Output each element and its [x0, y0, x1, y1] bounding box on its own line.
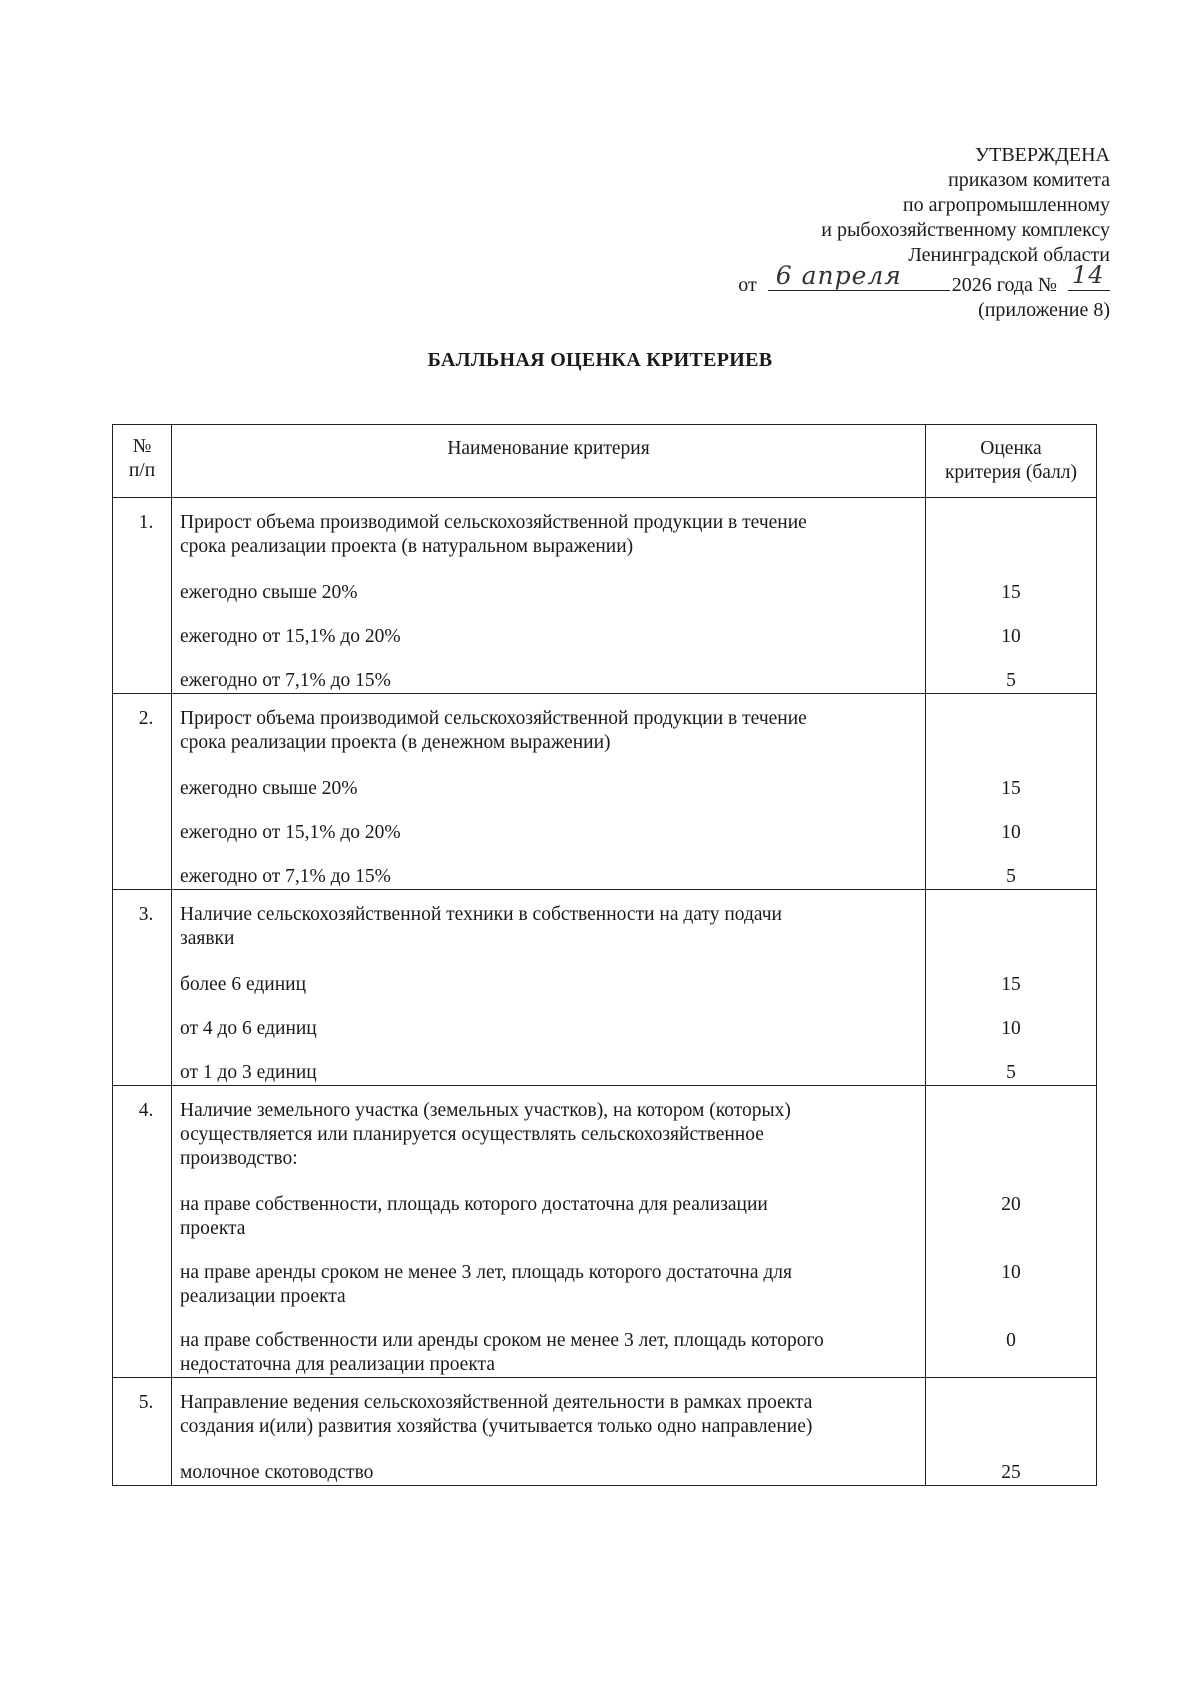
score-cell [926, 1378, 1097, 1486]
criterion-title-line: Прирост объема производимой сельскохозяйственной продукции в течение [180, 708, 807, 729]
approval-line: и рыбохозяйственному комплексу [821, 219, 1110, 241]
row-number: 5. [113, 1378, 172, 1486]
criterion-title-line: создания и(или) развития хозяйства (учитывается только одно направление) [180, 1416, 813, 1437]
header-score [926, 425, 1097, 498]
option-score: 10 [1001, 1262, 1021, 1283]
criterion-cell [172, 694, 926, 890]
option-score: 0 [1006, 1330, 1016, 1351]
row-number: 4. [113, 1086, 172, 1378]
criterion-title [172, 1378, 925, 1439]
option-text-line: ежегодно свыше 20% [180, 582, 358, 603]
handwritten-date: 6 апреля [775, 261, 902, 290]
date-suffix: 2026 года № [951, 274, 1057, 296]
criterion-title-line: Прирост объема производимой сельскохозяйственной продукции в течение [180, 512, 807, 533]
approval-line: Ленинградской области [908, 244, 1110, 266]
option-score: 5 [1006, 670, 1016, 691]
handwritten-number: 14 [1072, 261, 1105, 289]
table-row [113, 498, 1097, 694]
option-score: 5 [1006, 1062, 1016, 1083]
option-text [172, 1329, 925, 1377]
option-text [172, 777, 925, 801]
option-text-line: ежегодно от 15,1% до 20% [180, 822, 401, 843]
option-text-line: проекта [180, 1218, 246, 1239]
option-text-line: на праве собственности или аренды сроком не менее 3 лет, площадь которого [180, 1330, 824, 1351]
header-score-line: Оценка [980, 438, 1042, 459]
header-num-line: № [132, 436, 152, 457]
criterion-cell [172, 890, 926, 1086]
criterion-title [172, 694, 925, 755]
option-text [172, 1461, 925, 1485]
appendix-label: (приложение 8) [978, 299, 1110, 321]
criterion-title-line: осуществляется или планируется осуществлять сельскохозяйственное [180, 1124, 764, 1145]
option-score: 10 [1001, 822, 1021, 843]
option-text [172, 669, 925, 693]
option-text [172, 581, 925, 605]
row-number: 1. [113, 498, 172, 694]
option-text [172, 1017, 925, 1041]
approval-line: приказом комитета [948, 169, 1110, 191]
header-score-line: критерия (балл) [944, 462, 1078, 483]
option-text [172, 1061, 925, 1085]
option-text [172, 865, 925, 889]
option-text-line: молочное скотоводство [180, 1462, 374, 1483]
criterion-title-line: заявки [180, 928, 235, 949]
date-blank [768, 261, 950, 291]
header-name: Наименование критерия [172, 425, 926, 498]
criterion-title-line: Наличие сельскохозяйственной техники в собственности на дату подачи [180, 904, 782, 925]
option-text-line: ежегодно от 7,1% до 15% [180, 670, 391, 691]
option-text-line: ежегодно от 15,1% до 20% [180, 626, 401, 647]
option-score: 15 [1001, 974, 1021, 995]
criterion-cell [172, 498, 926, 694]
table-row [113, 1086, 1097, 1378]
score-cell [926, 694, 1097, 890]
number-blank [1068, 261, 1110, 291]
date-prefix: от [738, 274, 757, 296]
table-row [113, 1378, 1097, 1486]
option-text-line: ежегодно свыше 20% [180, 778, 358, 799]
criterion-title-line: срока реализации проекта (в натуральном выражении) [180, 536, 634, 557]
option-text [172, 1193, 925, 1241]
option-score: 10 [1001, 1018, 1021, 1039]
option-text-line: от 1 до 3 единиц [180, 1062, 317, 1083]
score-cell [926, 498, 1097, 694]
criteria-table [112, 424, 1097, 1486]
option-text-line: от 4 до 6 единиц [180, 1018, 317, 1039]
header-num-line: п/п [128, 460, 156, 481]
criterion-cell [172, 1378, 926, 1486]
approval-stamp [550, 143, 1110, 323]
option-text [172, 625, 925, 649]
criterion-title [172, 498, 925, 559]
option-text-line: недостаточна для реализации проекта [180, 1354, 495, 1375]
option-text [172, 1261, 925, 1309]
option-text [172, 821, 925, 845]
header-num [113, 425, 172, 498]
score-cell [926, 1086, 1097, 1378]
option-text [172, 973, 925, 997]
criterion-cell [172, 1086, 926, 1378]
option-text-line: на праве аренды сроком не менее 3 лет, площадь которого достаточна для [180, 1262, 792, 1283]
option-score: 15 [1001, 778, 1021, 799]
criterion-title-line: производство: [180, 1148, 298, 1169]
table-row [113, 694, 1097, 890]
table-row [113, 890, 1097, 1086]
option-score: 20 [1001, 1194, 1021, 1215]
score-cell [926, 890, 1097, 1086]
criterion-title [172, 1086, 925, 1171]
row-number: 3. [113, 890, 172, 1086]
criterion-title-line: Направление ведения сельскохозяйственной деятельности в рамках проекта [180, 1392, 813, 1413]
approval-line: по агропромышленному [902, 194, 1110, 216]
table-header-row [113, 425, 1097, 498]
row-number: 2. [113, 694, 172, 890]
criteria-body [113, 498, 1097, 1486]
criterion-title [172, 890, 925, 951]
criterion-title-line: Наличие земельного участка (земельных участков), на котором (которых) [180, 1100, 791, 1121]
option-score: 25 [1001, 1462, 1021, 1483]
option-text-line: на праве собственности, площадь которого достаточна для реализации [180, 1194, 768, 1215]
option-score: 10 [1001, 626, 1021, 647]
option-text-line: ежегодно от 7,1% до 15% [180, 866, 391, 887]
approval-date-line [550, 261, 1110, 298]
option-text-line: реализации проекта [180, 1286, 346, 1307]
option-score: 15 [1001, 582, 1021, 603]
option-text-line: более 6 единиц [180, 974, 307, 995]
approval-line: УТВЕРЖДЕНА [974, 144, 1110, 166]
option-score: 5 [1006, 866, 1016, 887]
criterion-title-line: срока реализации проекта (в денежном выражении) [180, 732, 611, 753]
document-title: БАЛЛЬНАЯ ОЦЕНКА КРИТЕРИЕВ [427, 349, 773, 371]
